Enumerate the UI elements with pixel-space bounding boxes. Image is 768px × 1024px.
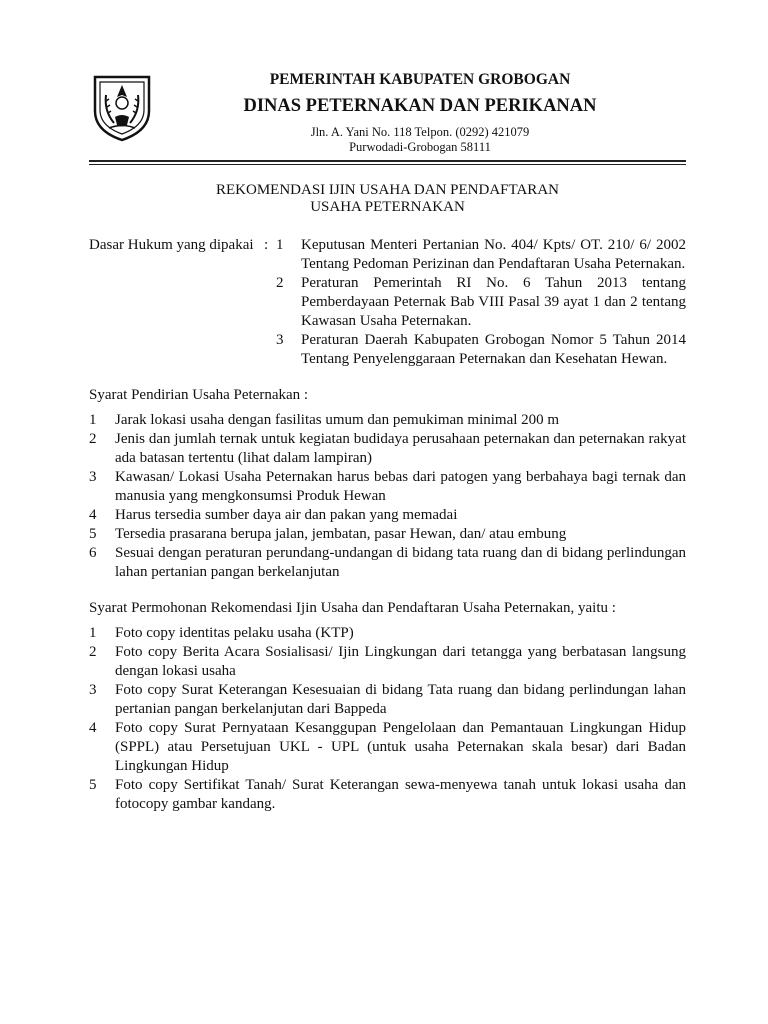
item-number: 1 xyxy=(89,625,97,641)
address-line2: Purwodadi-Grobogan 58111 xyxy=(349,140,491,154)
list-item xyxy=(89,624,686,643)
dasar-hukum-section xyxy=(89,236,686,369)
letterhead-line2: DINAS PETERNAKAN DAN PERIKANAN xyxy=(243,96,597,116)
letterhead-address xyxy=(160,125,680,155)
title-line1: REKOMENDASI IJIN USAHA DAN PENDAFTARAN xyxy=(216,182,559,198)
item-number: 6 xyxy=(89,545,97,561)
item-number: 2 xyxy=(276,275,284,291)
item-number: 3 xyxy=(89,469,97,485)
document-body xyxy=(89,236,686,814)
item-text: Foto copy Berita Acara Sosialisasi/ Ijin Lingkungan dari tetangga yang berbatasan langsung dengan lokasi usaha xyxy=(115,644,686,679)
item-text: Foto copy identitas pelaku usaha (KTP) xyxy=(115,625,354,641)
list-item xyxy=(276,274,686,331)
list-item xyxy=(276,331,686,369)
list-item xyxy=(89,468,686,506)
address-line1: Jln. A. Yani No. 118 Telpon. (0292) 421079 xyxy=(310,125,530,139)
list-item xyxy=(89,719,686,776)
item-number: 3 xyxy=(89,682,97,698)
item-number: 3 xyxy=(276,332,284,348)
item-text: Peraturan Pemerintah RI No. 6 Tahun 2013 tentang Pemberdayaan Peternak Bab VIII Pasal 39 ayat 1 dan 2 tentang Kawasan Usaha Peternakan. xyxy=(301,275,686,329)
list-item xyxy=(89,506,686,525)
item-number: 5 xyxy=(89,777,97,793)
dasar-hukum-list xyxy=(276,236,686,369)
list-item xyxy=(89,681,686,719)
item-number: 5 xyxy=(89,526,97,542)
item-text: Foto copy Sertifikat Tanah/ Surat Keterangan sewa-menyewa tanah untuk lokasi usaha dan fotocopy gambar kandang. xyxy=(115,777,686,812)
list-item xyxy=(89,643,686,681)
item-text: Keputusan Menteri Pertanian No. 404/ Kpts/ OT. 210/ 6/ 2002 Tentang Pedoman Perizinan dan Pendaftaran Usaha Peternakan. xyxy=(301,237,686,272)
list-item xyxy=(89,525,686,544)
item-number: 4 xyxy=(89,720,97,736)
grobogan-emblem-icon xyxy=(89,73,155,143)
syarat-permohonan-title: Syarat Permohonan Rekomendasi Ijin Usaha dan Pendaftaran Usaha Peternakan, yaitu : xyxy=(89,600,616,616)
item-text: Jarak lokasi usaha dengan fasilitas umum dan pemukiman minimal 200 m xyxy=(115,412,560,428)
item-number: 1 xyxy=(89,412,97,428)
header-rule-thick xyxy=(89,160,686,162)
item-text: Kawasan/ Lokasi Usaha Peternakan harus bebas dari patogen yang berbahaya bagi ternak dan manusia yang mengkonsumsi Produk Hewan xyxy=(115,469,686,504)
title-line2: USAHA PETERNAKAN xyxy=(310,199,465,215)
item-text: Jenis dan jumlah ternak untuk kegiatan budidaya perusahaan peternakan dan peternakan rakyat ada batasan tertentu (lihat dalam lampiran) xyxy=(115,431,686,466)
syarat-pendirian-section xyxy=(89,386,686,582)
item-text: Peraturan Daerah Kabupaten Grobogan Nomor 5 Tahun 2014 Tentang Penyelenggaraan Peternakan dan Kesehatan Hewan. xyxy=(301,332,686,367)
syarat-permohonan-section xyxy=(89,599,686,814)
list-item xyxy=(89,430,686,468)
item-text: Tersedia prasarana berupa jalan, jembatan, pasar Hewan, dan/ atau embung xyxy=(115,526,567,542)
list-item xyxy=(89,776,686,814)
item-number: 2 xyxy=(89,431,97,447)
item-text: Sesuai dengan peraturan perundang-undangan di bidang tata ruang dan di bidang perlindungan lahan pertanian pangan berkelanjutan xyxy=(115,545,686,580)
document-title xyxy=(89,182,686,216)
list-item xyxy=(89,544,686,582)
dasar-hukum-colon: : xyxy=(264,237,269,253)
header-rule-thin xyxy=(89,164,686,165)
list-item xyxy=(276,236,686,274)
item-text: Harus tersedia sumber daya air dan pakan yang memadai xyxy=(115,507,458,523)
syarat-pendirian-title: Syarat Pendirian Usaha Peternakan : xyxy=(89,387,309,403)
letterhead-line1: PEMERINTAH KABUPATEN GROBOGAN xyxy=(269,71,571,88)
item-text: Foto copy Surat Pernyataan Kesanggupan Pengelolaan dan Pemantauan Lingkungan Hidup (SPPL) atau Persetujuan UKL - UPL (untuk usaha Peternakan skala besar) dari Badan Lingkungan Hidup xyxy=(115,720,686,774)
item-number: 4 xyxy=(89,507,97,523)
list-item xyxy=(89,411,686,430)
dasar-hukum-label: Dasar Hukum yang dipakai xyxy=(89,237,254,253)
item-number: 1 xyxy=(276,237,284,253)
item-number: 2 xyxy=(89,644,97,660)
item-text: Foto copy Surat Keterangan Kesesuaian di bidang Tata ruang dan bidang perlindungan lahan pertanian pangan berkelanjutan dari Bappeda xyxy=(115,682,686,717)
